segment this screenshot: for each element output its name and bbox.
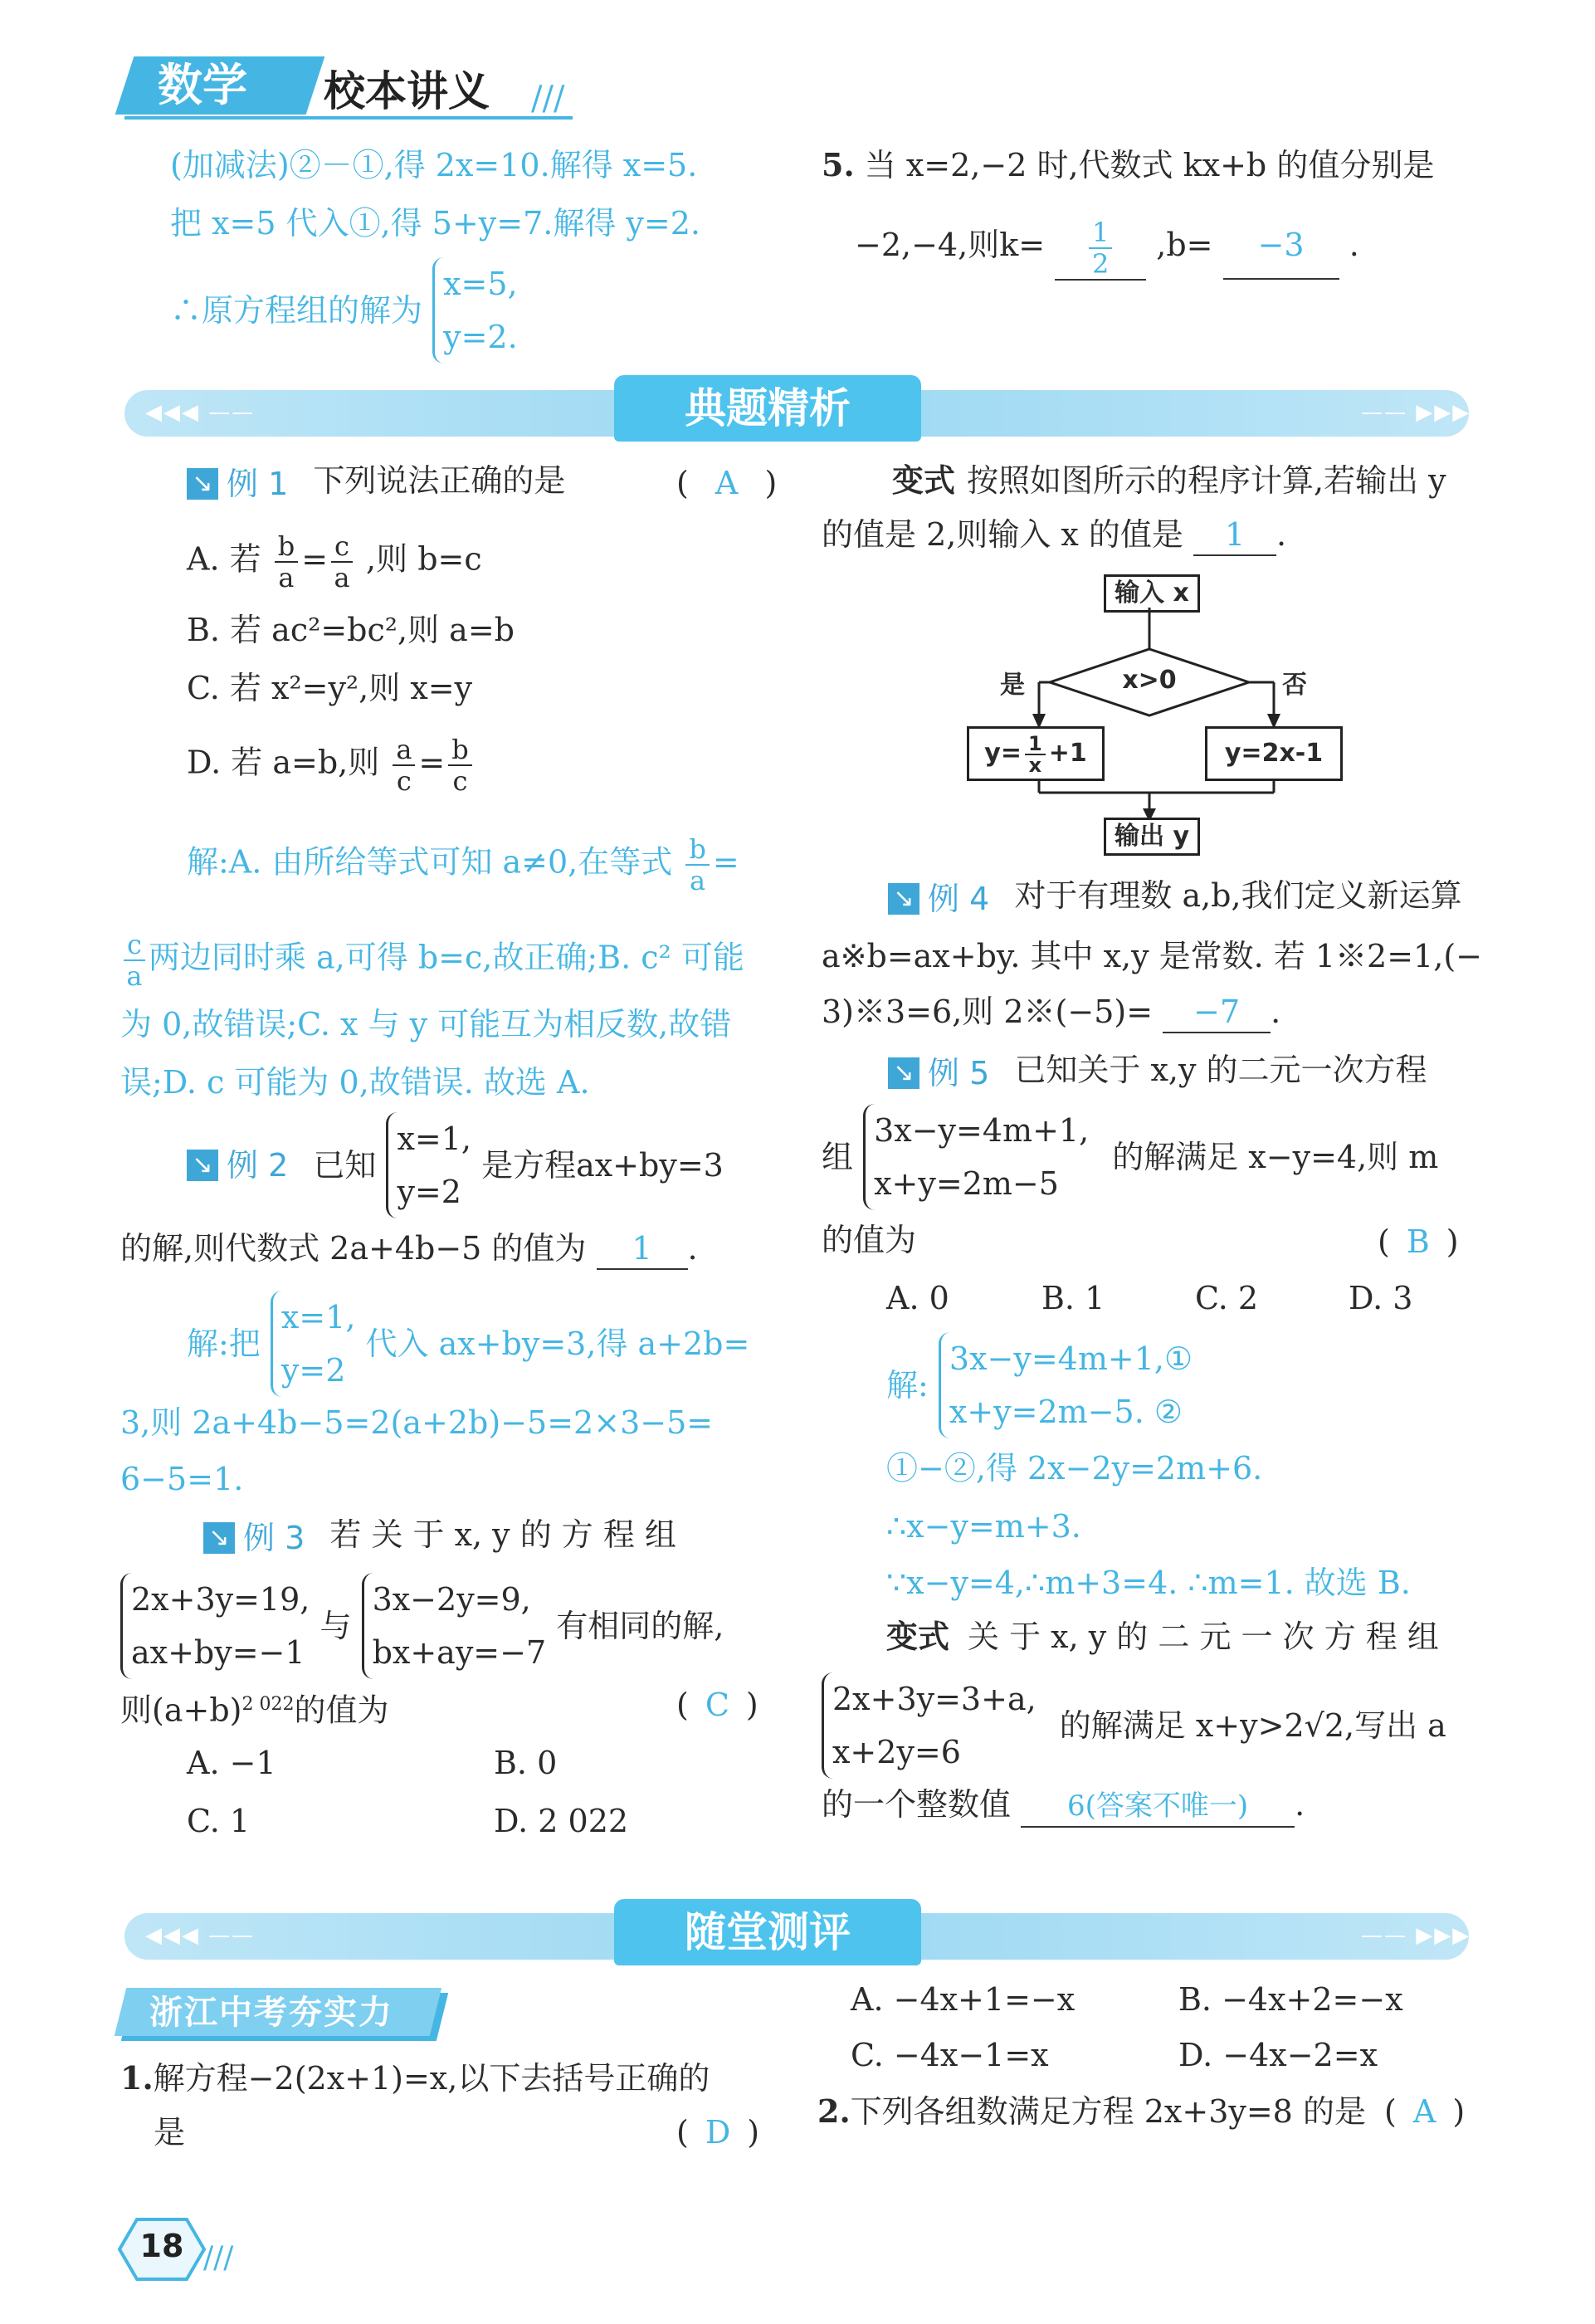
ex4-line3: 3)※3=6,则 2※(−5)= −7 . xyxy=(822,992,1280,1033)
q1-option-C: C. −4x−1=x xyxy=(851,2037,1049,2073)
top-left-system-row: y=2. xyxy=(443,319,518,355)
ex2-system-row: x=1, xyxy=(397,1120,471,1157)
ex3-line2 xyxy=(120,1573,724,1679)
flowchart-output: 输出 y xyxy=(1104,818,1200,856)
ex3-answer-paren: ( C ) xyxy=(676,1687,758,1723)
flowchart-left-pre: y= xyxy=(984,739,1022,768)
ex2-system xyxy=(386,1112,471,1218)
flowchart-left-post: +1 xyxy=(1048,739,1087,768)
top-left-line1: (加减法)②－①,得 2x=10.解得 x=5. xyxy=(170,147,698,183)
ex2-answer: 1 xyxy=(597,1228,688,1270)
ex4-line3-text: 3)※3=6,则 2※(−5)= xyxy=(822,994,1154,1030)
section-title-2: 随堂测评 xyxy=(614,1899,921,1965)
flowchart-condition: x>0 xyxy=(1122,666,1177,695)
ex2-solution-system-row: y=2 xyxy=(280,1352,346,1389)
top-left-line3-prefix: ∴原方程组的解为 xyxy=(170,292,423,329)
flowchart-left-box xyxy=(967,726,1105,781)
q5-mid: ,b= xyxy=(1156,227,1213,263)
page-number: 18 xyxy=(139,2228,184,2264)
ex3-stem: 若 关 于 x, y 的 方 程 组 xyxy=(329,1516,676,1553)
ex4-answer: −7 xyxy=(1163,992,1271,1033)
ex4-line1-text: 对于有理数 a,b,我们定义新运算 xyxy=(1014,877,1462,914)
var2-system-row: x+2y=6 xyxy=(832,1734,961,1770)
page-slash-marks: /// xyxy=(203,2241,234,2275)
ex1-D-prefix: D. 若 a=b,则 xyxy=(187,744,380,781)
q2-number: 2. xyxy=(817,2092,851,2130)
flowchart-left-frac: $\frac{1}{x}$ xyxy=(1025,734,1046,775)
banner-arrows-left: ◀◀◀ —— xyxy=(145,1923,256,1948)
q5-text2: −2,−4,则k= xyxy=(855,227,1046,263)
q5-answer-k-num: 1 xyxy=(1089,217,1112,249)
ex3-option-C: C. 1 xyxy=(187,1803,251,1839)
ex3-post: 有相同的解, xyxy=(556,1608,724,1644)
arrow-icon: ↘ xyxy=(888,883,919,915)
q5-end: . xyxy=(1349,227,1359,263)
q2-text: 下列各组数满足方程 2x+3y=8 的是 xyxy=(850,2093,1366,2130)
practice-tag xyxy=(120,1988,444,2039)
var1-line2: 的值是 2,则输入 x 的值是 1 . xyxy=(822,515,1286,556)
q1-line1 xyxy=(120,2058,710,2098)
ex3-label xyxy=(203,1518,305,1558)
top-left-line3 xyxy=(170,257,518,364)
ex1-D-frac2: $\frac{b}{c}$ xyxy=(448,735,471,796)
ex1-solution-1: 解:A. 由所给等式可知 a≠0,在等式 $\frac{b}{a}$ = xyxy=(187,833,739,896)
ex3-line1 xyxy=(203,1515,676,1558)
ex2-solution-1 xyxy=(187,1291,749,1397)
top-left-system-row: x=5, xyxy=(443,266,518,302)
ex2-line1 xyxy=(187,1112,724,1218)
arrow-icon: ↘ xyxy=(187,1150,218,1181)
ex5-post: 的解满足 x−y=4,则 m xyxy=(1112,1139,1439,1175)
banner-arrows-left: ◀◀◀ —— xyxy=(145,400,256,425)
var2-system xyxy=(822,1672,1037,1779)
var2-post: 的解满足 x+y>2√2,写出 a xyxy=(1059,1707,1446,1744)
practice-tag-text: 浙江中考夯实力 xyxy=(149,1994,393,2032)
q5-answer-b: −3 xyxy=(1223,212,1339,280)
section-title-1: 典题精析 xyxy=(614,375,921,442)
header-underline xyxy=(124,116,573,120)
ex5-line1-text: 已知关于 x,y 的二元一次方程 xyxy=(1014,1052,1427,1088)
q5-number: 5. xyxy=(822,146,855,183)
paren-left: ( xyxy=(676,465,689,501)
ex2-post: 是方程ax+by=3 xyxy=(481,1147,724,1184)
header-slash-marks: /// xyxy=(531,80,565,118)
var2-line2 xyxy=(822,1672,1446,1779)
ex1-solution-2-text: 两边同时乘 a,可得 b=c,故正确;B. c² 可能 xyxy=(148,939,744,976)
ex1-option-D: D. 若 a=b,则 $\frac{a}{c}$ = $\frac{b}{c}$ xyxy=(187,735,476,796)
ex3-system-1-row: 2x+3y=19, xyxy=(131,1581,310,1618)
top-left-line2: 把 x=5 代入①,得 5+y=7.解得 y=2. xyxy=(170,205,700,242)
ex3-system-2-row: 3x−2y=9, xyxy=(372,1581,531,1618)
ex5-line2 xyxy=(822,1104,1438,1210)
q1-line2: 是 xyxy=(154,2114,186,2151)
arrow-icon: ↘ xyxy=(187,468,218,500)
q2-answer: A xyxy=(1412,2093,1436,2130)
var2-label: 变式 xyxy=(886,1618,950,1655)
var1-line2-text: 的值是 2,则输入 x 的值是 xyxy=(822,516,1183,553)
q1-option-D: D. −4x−2=x xyxy=(1178,2037,1378,2073)
ex3-system-2 xyxy=(362,1573,547,1679)
ex5-option-D: D. 3 xyxy=(1349,1280,1413,1316)
ex1-solution-2 xyxy=(120,930,744,991)
arrow-icon: ↘ xyxy=(888,1057,919,1089)
ex2-pre: 已知 xyxy=(313,1147,377,1184)
q5-line1 xyxy=(822,145,1434,185)
ex1-solution-3: 为 0,故错误;C. x 与 y 可能互为相反数,故错 xyxy=(120,1006,732,1042)
var1-line1-text: 按照如图所示的程序计算,若输出 y xyxy=(967,462,1446,499)
q5-line2 xyxy=(855,212,1359,281)
var2-system-row: 2x+3y=3+a, xyxy=(832,1681,1037,1717)
ex1-solution-1-text: 解:A. 由所给等式可知 a≠0,在等式 xyxy=(187,843,673,881)
ex3-option-D: D. 2 022 xyxy=(494,1803,629,1839)
q5-answer-k-den: 2 xyxy=(1091,247,1110,280)
var1-line1 xyxy=(892,461,1446,500)
ex5-solution-system-row: x+y=2m−5. ② xyxy=(949,1394,1183,1430)
var2-line3: 的一个整数值 6(答案不唯一) . xyxy=(822,1784,1305,1828)
ex2-solution-system xyxy=(271,1291,356,1397)
ex3-system-1-row: ax+by=−1 xyxy=(131,1634,305,1671)
ex2-line2-text: 的解,则代数式 2a+4b−5 的值为 xyxy=(120,1230,587,1267)
ex1-option-C: C. 若 x²=y²,则 x=y xyxy=(187,670,473,706)
ex5-answer: B xyxy=(1406,1223,1430,1260)
ex3-line3 xyxy=(120,1685,388,1731)
ex5-option-C: C. 2 xyxy=(1195,1280,1259,1316)
ex2-label xyxy=(187,1145,288,1185)
header-subject: 数学 xyxy=(158,59,247,111)
ex5-line1 xyxy=(888,1050,1427,1093)
ex1-A-frac1: $\frac{b}{a}$ xyxy=(275,531,298,593)
ex5-label-text: 例 5 xyxy=(928,1055,990,1091)
arrow-icon: ↘ xyxy=(203,1522,235,1554)
page-number-badge xyxy=(116,2216,207,2282)
q1-option-B: B. −4x+2=−x xyxy=(1178,1981,1403,2018)
flowchart-right-box: y=2x-1 xyxy=(1205,726,1343,781)
var1-answer: 1 xyxy=(1193,515,1276,556)
var1-label: 变式 xyxy=(892,462,956,499)
ex2-solution-3: 6−5=1. xyxy=(120,1461,244,1497)
ex5-line3: 的值为 xyxy=(822,1222,917,1258)
var2-line3-text: 的一个整数值 xyxy=(822,1786,1012,1823)
flowchart-input: 输入 x xyxy=(1104,574,1200,613)
ex2-label-text: 例 2 xyxy=(227,1147,289,1184)
ex2-line2: 的解,则代数式 2a+4b−5 的值为 1 . xyxy=(120,1228,698,1270)
ex4-line2: a※b=ax+by. 其中 x,y 是常数. 若 1※2=1,(− xyxy=(822,938,1482,974)
ex5-label xyxy=(888,1053,989,1093)
q2-line xyxy=(817,2092,1465,2131)
q1-option-A: A. −4x+1=−x xyxy=(851,1981,1076,2018)
ex2-solution-pre: 解:把 xyxy=(187,1326,261,1362)
flowchart-no: 否 xyxy=(1282,671,1307,700)
ex3-with: 与 xyxy=(319,1608,352,1644)
ex5-solution-system-row: 3x−y=4m+1,① xyxy=(949,1340,1193,1377)
q1-answer: D xyxy=(705,2114,731,2151)
ex3-system-1 xyxy=(120,1573,310,1679)
ex5-system-row: 3x−y=4m+1, xyxy=(874,1112,1090,1149)
ex4-label-text: 例 4 xyxy=(928,881,990,917)
ex1-label xyxy=(187,464,288,504)
q1-number: 1. xyxy=(120,2059,154,2097)
ex4-label xyxy=(888,879,989,919)
ex3-line3-end: 的值为 xyxy=(294,1692,389,1729)
ex1-option-A: A. 若 $\frac{b}{a}$ = $\frac{c}{a}$ ,则 b=c xyxy=(187,530,482,593)
ex3-system-2-row: bx+ay=−7 xyxy=(372,1634,547,1671)
ex3-exponent: 2 022 xyxy=(241,1694,295,1715)
top-left-system xyxy=(432,257,518,364)
ex3-answer: C xyxy=(705,1687,729,1723)
ex5-solution-4: ∵x−y=4,∴m+3=4. ∴m=1. 故选 B. xyxy=(886,1565,1411,1601)
ex5-system-row: x+y=2m−5 xyxy=(874,1165,1059,1202)
ex1-solution-frac2: $\frac{c}{a}$ xyxy=(124,930,145,991)
ex1-option-B: B. 若 ac²=bc²,则 a=b xyxy=(187,612,515,648)
ex5-pre: 组 xyxy=(822,1139,854,1175)
ex5-system xyxy=(863,1104,1089,1210)
ex5-option-A: A. 0 xyxy=(886,1280,949,1316)
ex1-A-frac2: $\frac{c}{a}$ xyxy=(331,531,353,593)
var2-line1 xyxy=(886,1617,1439,1657)
ex2-system-row: y=2 xyxy=(397,1174,461,1210)
header xyxy=(116,50,581,124)
q5-text1: 当 x=2,−2 时,代数式 kx+b 的值分别是 xyxy=(864,147,1435,183)
ex3-option-A: A. −1 xyxy=(187,1745,276,1781)
ex5-solution-system xyxy=(939,1332,1193,1438)
q5-answer-k xyxy=(1089,217,1112,279)
ex1-answer-paren xyxy=(676,463,777,503)
flowchart-yes: 是 xyxy=(1000,671,1025,700)
ex5-solution-1 xyxy=(886,1332,1193,1438)
q1-line1-text: 解方程−2(2x+1)=x,以下去括号正确的 xyxy=(153,2060,710,2097)
q1-answer-paren: ( D ) xyxy=(676,2114,760,2151)
ex5-solution-pre: 解: xyxy=(886,1367,929,1404)
var2-answer: 6(答案不唯一) xyxy=(1021,1786,1295,1828)
ex3-line3-text: 则(a+b) xyxy=(120,1692,242,1729)
ex5-answer-paren: ( B ) xyxy=(1378,1223,1459,1260)
ex3-label-text: 例 3 xyxy=(243,1520,305,1556)
ex1-D-frac1: $\frac{a}{c}$ xyxy=(393,735,415,796)
ex4-line1 xyxy=(888,876,1462,919)
q5-answer-k-blank xyxy=(1055,212,1146,281)
banner-arrows-right: —— ▶▶▶ xyxy=(1361,1923,1471,1948)
ex1-label-text: 例 1 xyxy=(227,466,289,502)
var2-line1-text: 关 于 x, y 的 二 元 一 次 方 程 组 xyxy=(968,1618,1439,1655)
ex5-solution-3: ∴x−y=m+3. xyxy=(886,1508,1081,1545)
banner-arrows-right: —— ▶▶▶ xyxy=(1361,400,1471,425)
ex1-A-prefix: A. 若 xyxy=(187,540,261,578)
ex2-solution-2: 3,则 2a+4b−5=2(a+2b)−5=2×3−5= xyxy=(120,1404,714,1441)
q2-answer-paren: ( A ) xyxy=(1384,2093,1466,2130)
ex5-solution-2: ①−②,得 2x−2y=2m+6. xyxy=(886,1450,1263,1487)
ex1-stem-line xyxy=(187,461,565,504)
ex2-solution-post: 代入 ax+by=3,得 a+2b= xyxy=(365,1326,750,1362)
ex1-A-suffix: ,则 b=c xyxy=(366,540,482,578)
ex1-answer: A xyxy=(715,465,739,501)
ex2-solution-system-row: x=1, xyxy=(280,1299,356,1335)
paren-right: ) xyxy=(764,465,778,501)
ex1-solution-4: 误;D. c 可能为 0,故错误. 故选 A. xyxy=(120,1064,590,1101)
ex1-stem: 下列说法正确的是 xyxy=(313,462,566,499)
ex5-option-B: B. 1 xyxy=(1041,1280,1105,1316)
header-title: 校本讲义 xyxy=(324,67,490,115)
ex1-solution-frac: $\frac{b}{a}$ xyxy=(685,834,709,896)
ex3-option-B: B. 0 xyxy=(494,1745,558,1781)
